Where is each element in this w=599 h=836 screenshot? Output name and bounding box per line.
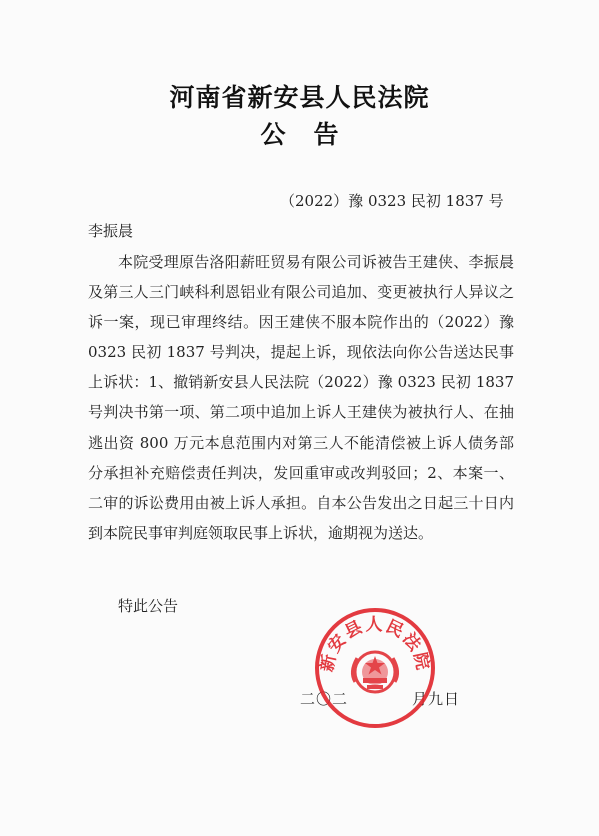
notice-body: 本院受理原告洛阳薪旺贸易有限公司诉被告王建侠、李振晨及第三人三门峡科利恩铝业有限公司追加、变更被执行人异议之诉一案，现已审理终结。因王建侠不服本院作出的（2022）豫 0323 民初 1837 号判决，提起上诉，现依法向你公告送达民事上诉状：1、撤销新安县人民法院（2022）豫 0323 民初 1837 号判决书第一项、第二项中追加上诉人王建侠为被执行人、在抽逃出资 800 万元本息范围内对第三人不能清偿被上诉人债务部分承担补充赔偿责任判决，发回重审或改判驳回；2、本案一、二审的诉讼费用由被上诉人承担。自本公告发出之日起三十日内到本院民事审判庭领取民事上诉状，逾期视为送达。: [88, 253, 514, 542]
case-number: （2022）豫 0323 民初 1837 号: [280, 192, 504, 210]
issue-date: 二〇二 月九日: [300, 690, 461, 708]
document-title: 公告: [260, 120, 367, 149]
court-name: 河南省新安县人民法院: [169, 83, 430, 112]
closing-statement: 特此公告: [118, 597, 179, 615]
seal-text: 新安县人民法院: [317, 615, 433, 674]
court-seal-icon: [313, 606, 437, 730]
recipient-name: 李振晨: [88, 222, 134, 240]
